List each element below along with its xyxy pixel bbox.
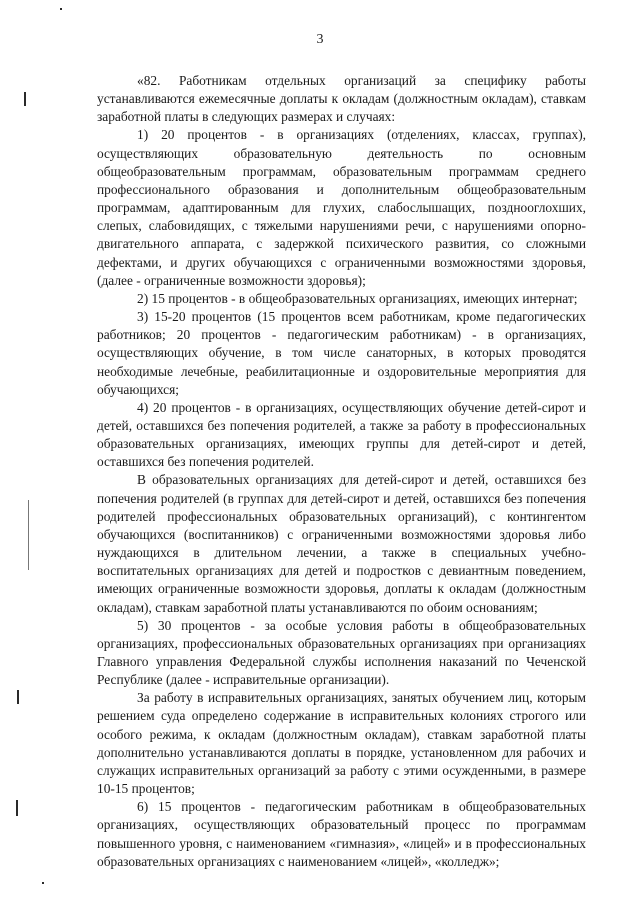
paragraph-item-1: 1) 20 процентов - в организациях (отделениях, классах, группах), осуществляющих образовательную деятельность по основным общеобразовательным программам, образовательным программам среднего профессионального образования и дополнительным общеобразовательным программам, адаптированным для глухих, слабослышащих, позднооглохших, слепых, слабовидящих, с тяжелыми нарушениями речи, с нарушениями опорно-двигательного аппарата, с задержкой психического развития, со сложными дефектами, и других обучающихся с ограниченными возможностями здоровья, (далее - ограниченные возможности здоровья);	[97, 127, 586, 288]
paragraph-intro: «82. Работникам отдельных организаций за специфику работы устанавливаются ежемесячные доплаты к окладам (должностным окладам), ставкам заработной платы в следующих размерах и случаях:	[97, 73, 586, 125]
scan-artifact	[60, 8, 62, 10]
page-number: 3	[316, 32, 324, 47]
paragraph-item-2: 2) 15 процентов - в общеобразовательных организациях, имеющих интернат;	[137, 290, 578, 306]
paragraph-item-5: 5) 30 процентов - за особые условия работы в общеобразовательных организациях, профессиональных образовательных организациях при организациях Главного управления Федеральной службы исполнения наказаний по Чеченской Республике (далее - исправительные организации).	[97, 617, 586, 688]
paragraph-correctional-note: За работу в исправительных организациях, занятых обучением лиц, которым решением суда определено содержание в исправительных колониях строгого или особого режима, к окладам (должностным окладам), ставкам заработной платы дополнительно устанавливаются доплаты в порядке, установленном для рабочих и служащих исправительных организаций за работу с этими осужденными, в размере 10-15 процентов;	[97, 690, 586, 797]
paragraph-item-4: 4) 20 процентов - в организациях, осуществляющих обучение детей-сирот и детей, оставшихся без попечения родителей, а также за работу в профессиональных образовательных организациях, имеющих группы для детей-сирот и детей, оставшихся без попечения родителей.	[97, 399, 586, 470]
scan-artifact	[28, 500, 29, 570]
scan-artifact	[16, 800, 18, 816]
paragraph-item-6: 6) 15 процентов - педагогическим работникам в общеобразовательных организациях, осуществляющих образовательный процесс по программам повышенного уровня, с наименованием «гимназия», «лицей» и в профессиональных образовательных организациях с наименованием «лицей», «колледж»;	[97, 799, 586, 869]
document-body	[97, 72, 586, 871]
scan-artifact	[24, 92, 26, 106]
scan-artifact	[42, 882, 44, 884]
paragraph-orphans-note: В образовательных организациях для детей-сирот и детей, оставшихся без попечения родителей (в группах для детей-сирот и детей, оставшихся без попечения родителей профессиональных образовательных организаций), с контингентом обучающихся (воспитанников) с ограниченными возможностями здоровья либо нуждающихся в длительном лечении, а также в специальных учебно-воспитательных организациях для детей и подростков с девиантным поведением, имеющих ограниченные возможности здоровья, доплаты к окладам (должностным окладам), ставкам заработной платы устанавливаются по обоим основаниям;	[97, 472, 586, 615]
scan-artifact	[17, 690, 19, 704]
paragraph-item-3: 3) 15-20 процентов (15 процентов всем работникам, кроме педагогических работников; 20 процентов - педагогическим работникам) - в организациях, осуществляющих обучение, в том числе санаторных, в которых проводятся необходимые лечебные, реабилитационные и оздоровительные мероприятия для обучающихся;	[97, 309, 586, 397]
